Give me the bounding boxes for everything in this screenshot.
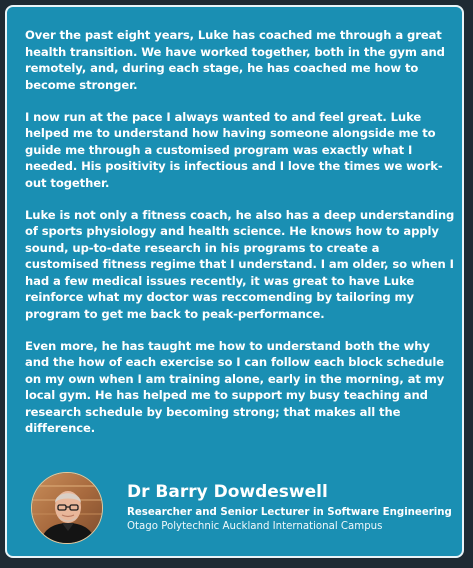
testimonial-paragraph-2: I now run at the pace I always wanted to and feel great. Luke helped me to understand how having someone alongside me to guide me through a customised program was exactly what I needed. His positivity is infectious and I love the times we work-out together. — [25, 109, 443, 190]
testimonial-body — [25, 27, 455, 437]
testimonial-paragraph-4: Even more, he has taught me how to understand both the why and the how of each exercise so I can follow each block schedule on my own when I am training alone, early in the morning, at my local gym. He has helped me to support my busy teaching and research schedule by becoming strong; that makes all the difference. — [25, 338, 445, 435]
author-info — [127, 482, 452, 534]
testimonial-card — [5, 5, 464, 558]
author-block — [31, 470, 452, 546]
portrait-photo-icon — [32, 473, 103, 544]
author-organization: Otago Polytechnic Auckland International Campus — [127, 521, 383, 532]
author-name: Dr Barry Dowdeswell — [127, 482, 328, 502]
author-role: Researcher and Senior Lecturer in Software Engineering — [127, 507, 452, 518]
testimonial-paragraph-1: Over the past eight years, Luke has coached me through a great health transition. We have worked together, both in the gym and remotely, and, during each stage, he has coached me how to become stronger. — [25, 28, 445, 92]
avatar — [31, 472, 103, 544]
testimonial-paragraph-3: Luke is not only a fitness coach, he also has a deep understanding of sports physiology and health science. He knows how to apply sound, up-to-date research in his programs to create a customised fitness regime that I understand. I am older, so when I had a few medical issues recently, it was great to have Luke reinforce what my doctor was reccomending by tailoring my program to get me back to peak-performance. — [25, 207, 455, 321]
